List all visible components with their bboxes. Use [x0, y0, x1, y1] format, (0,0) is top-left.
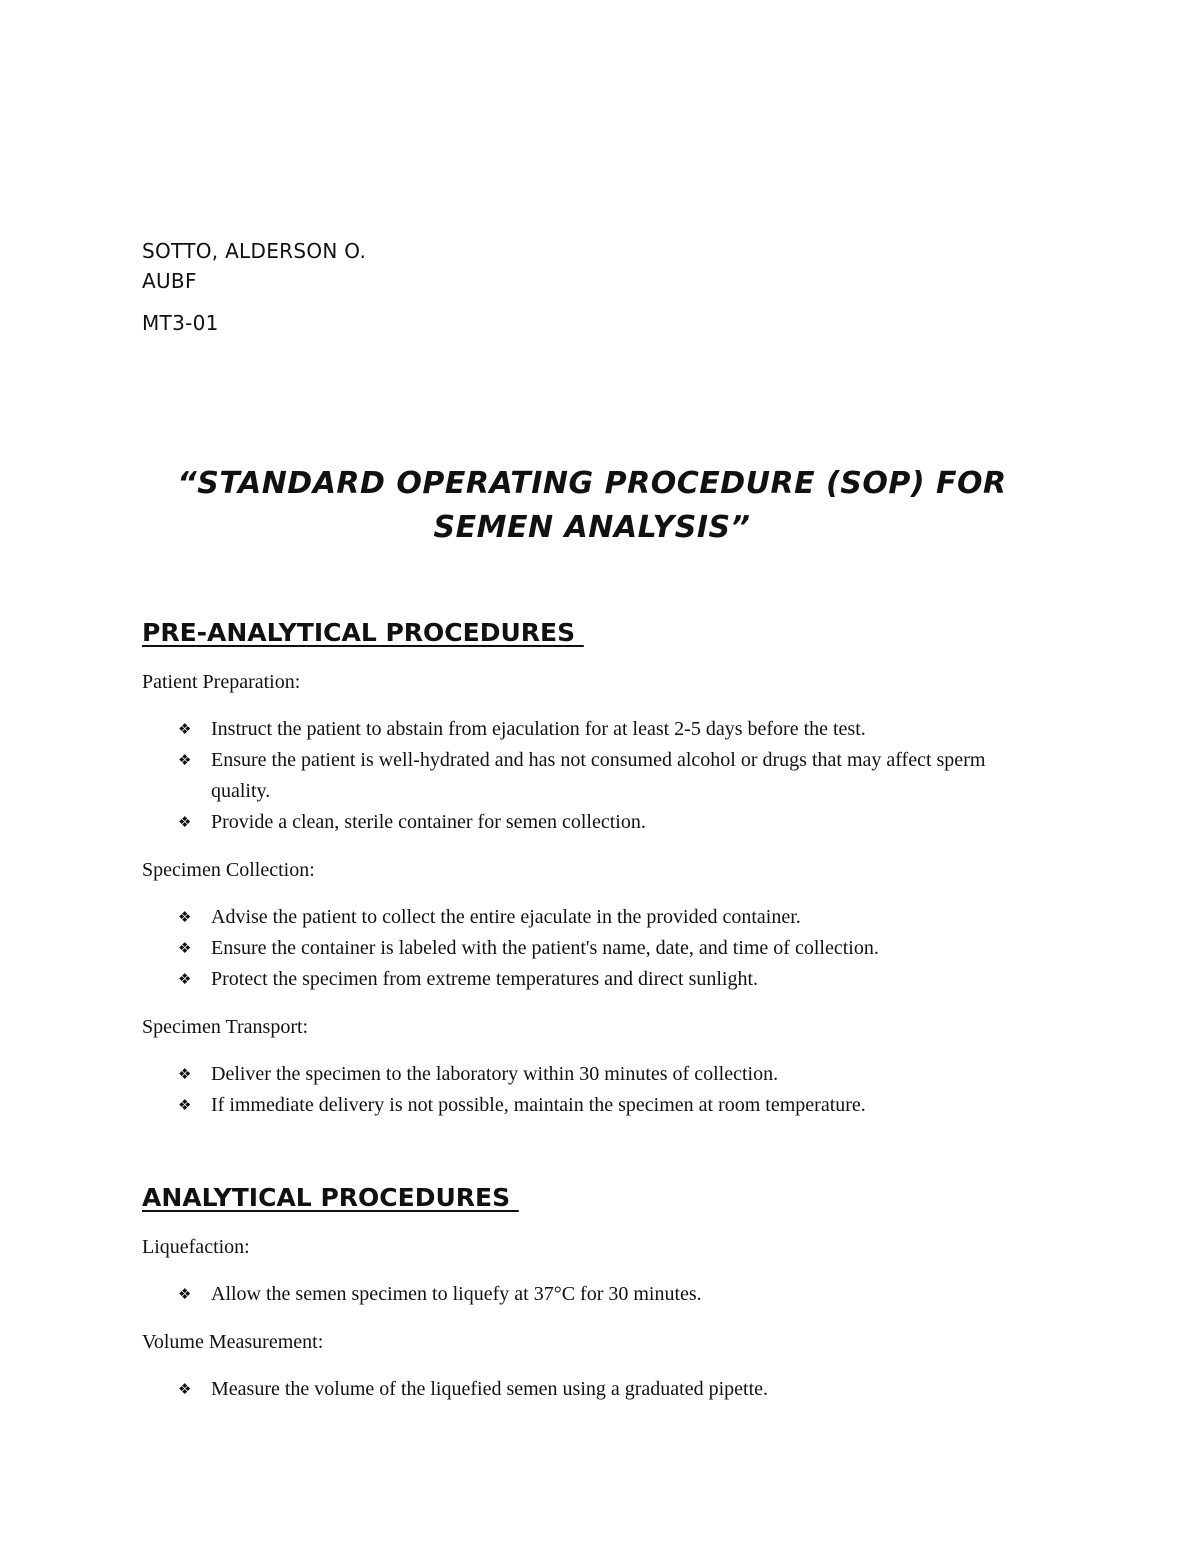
list-item: [142, 964, 1042, 995]
four-diamond-bullet-icon: ❖: [178, 1285, 192, 1303]
volume-measurement-label: Volume Measurement:: [142, 1331, 324, 1353]
list-item-text: Deliver the specimen to the laboratory within 30 minutes of collection.: [211, 1063, 779, 1085]
four-diamond-bullet-icon: ❖: [178, 1065, 192, 1083]
analytical-heading: ANALYTICAL PROCEDURES: [142, 1183, 519, 1212]
specimen-collection-list: [142, 902, 1042, 995]
list-item-text: Measure the volume of the liquefied semen using a graduated pipette.: [211, 1378, 769, 1400]
patient-preparation-list: [142, 714, 1042, 838]
list-item-text: Advise the patient to collect the entire ejaculate in the provided container.: [211, 906, 801, 928]
list-item-text: If immediate delivery is not possible, maintain the specimen at room temperature.: [211, 1094, 866, 1116]
specimen-collection-label: Specimen Collection:: [142, 859, 315, 881]
pre-analytical-heading: PRE-ANALYTICAL PROCEDURES: [142, 618, 584, 647]
document-page: [142, 236, 1042, 1405]
student-name: SOTTO, ALDERSON O.: [142, 239, 367, 263]
four-diamond-bullet-icon: ❖: [178, 939, 192, 957]
title-line-2: SEMEN ANALYSIS”: [433, 510, 751, 545]
list-item: [142, 807, 1042, 838]
list-item-text: Provide a clean, sterile container for semen collection.: [211, 811, 646, 833]
patient-preparation-label: Patient Preparation:: [142, 671, 301, 693]
list-item: [142, 933, 1042, 964]
title-line-1: “STANDARD OPERATING PROCEDURE (SOP) FOR: [177, 466, 1007, 501]
four-diamond-bullet-icon: ❖: [178, 908, 192, 926]
list-item: [142, 1374, 1042, 1405]
document-title: [136, 462, 1048, 550]
list-item-text: Allow the semen specimen to liquefy at 37°C for 30 minutes.: [211, 1283, 702, 1305]
four-diamond-bullet-icon: ❖: [178, 751, 192, 769]
list-item: [142, 902, 1042, 933]
list-item-text: Ensure the container is labeled with the patient's name, date, and time of collection.: [211, 937, 879, 959]
list-item: [142, 1090, 1042, 1121]
subject-code: AUBF: [142, 269, 197, 293]
list-item-text: Instruct the patient to abstain from ejaculation for at least 2-5 days before the test.: [211, 718, 866, 740]
list-item: [142, 714, 1042, 745]
liquefaction-label: Liquefaction:: [142, 1236, 250, 1258]
four-diamond-bullet-icon: ❖: [178, 970, 192, 988]
list-item: [142, 1279, 1042, 1310]
four-diamond-bullet-icon: ❖: [178, 813, 192, 831]
section-code: MT3-01: [142, 311, 219, 335]
volume-measurement-list: [142, 1374, 1042, 1405]
four-diamond-bullet-icon: ❖: [178, 720, 192, 738]
list-item-text: Ensure the patient is well-hydrated and has not consumed alcohol or drugs that may affect sperm quality.: [211, 749, 986, 802]
specimen-transport-label: Specimen Transport:: [142, 1016, 309, 1038]
liquefaction-list: [142, 1279, 1042, 1310]
list-item: [142, 1059, 1042, 1090]
four-diamond-bullet-icon: ❖: [178, 1380, 192, 1398]
list-item-text: Protect the specimen from extreme temperatures and direct sunlight.: [211, 968, 759, 990]
list-item: [142, 745, 1042, 807]
four-diamond-bullet-icon: ❖: [178, 1096, 192, 1114]
specimen-transport-list: [142, 1059, 1042, 1121]
